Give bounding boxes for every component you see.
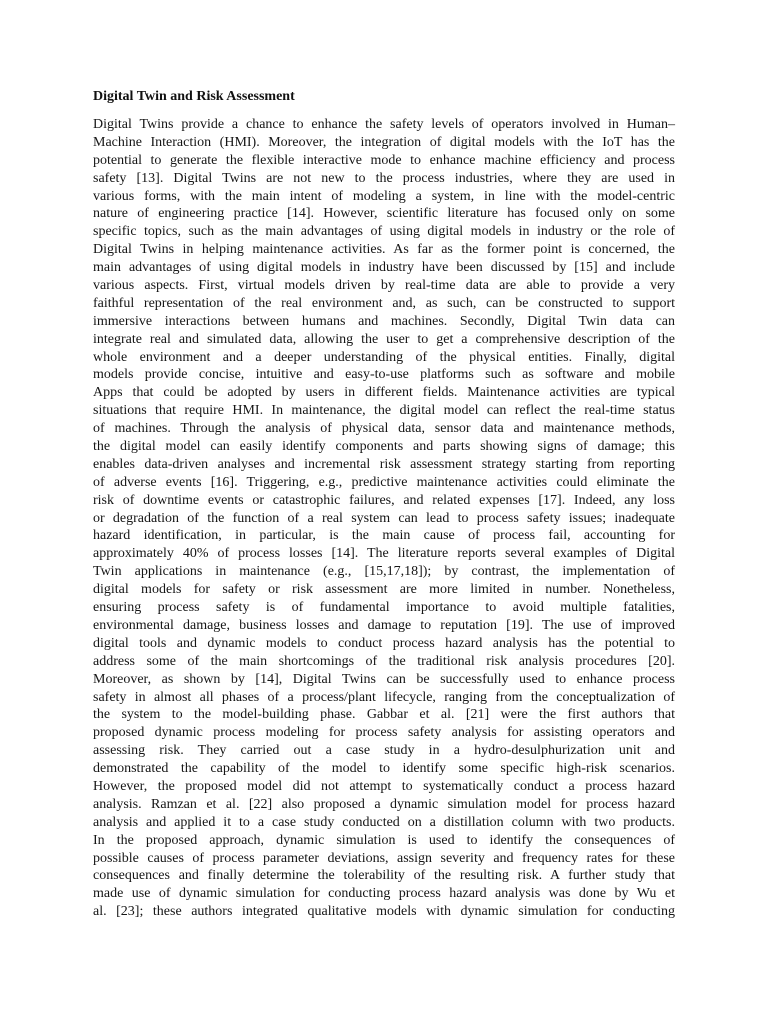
text-line: hazard identification, in particular, is the main cause of process fail, accounting for — [93, 528, 675, 544]
text-line: of adverse events [16]. Triggering, e.g., predictive maintenance activities could eliminate the — [93, 474, 675, 490]
text-line: ensuring process safety is of fundamental importance to avoid multiple fatalities, — [93, 600, 675, 616]
text-line: integrate real and simulated data, allowing the user to get a comprehensive description of the — [93, 331, 675, 347]
text-line: various forms, with the main intent of modeling a system, in line with the model-centric — [93, 188, 675, 204]
text-line: whole environment and a deeper understanding of the physical entities. Finally, digital — [93, 349, 675, 365]
text-line: potential to generate the flexible interactive mode to enhance machine efficiency and process — [93, 152, 675, 168]
text-line: possible causes of process parameter deviations, assign severity and frequency rates for these — [93, 850, 675, 866]
text-line: assessing risk. They carried out a case study in a hydro-desulphurization unit and — [93, 743, 675, 759]
text-line: consequences and finally determine the tolerability of the resulting risk. A further study that — [93, 868, 675, 884]
text-line: enables data-driven analyses and incremental risk assessment strategy starting from reporting — [93, 456, 675, 472]
text-line: the system to the model-building phase. Gabbar et al. [21] were the first authors that — [93, 707, 675, 723]
text-line: address some of the main shortcomings of the traditional risk analysis procedures [20]. — [93, 653, 675, 669]
text-line: digital tools and dynamic models to conduct process hazard analysis has the potential to — [93, 635, 675, 651]
text-line: the digital model can easily identify components and parts showing signs of damage; this — [93, 439, 675, 455]
text-line: environmental damage, business losses and damage to reputation [19]. The use of improved — [93, 617, 675, 633]
text-line: nature of engineering practice [14]. However, scientific literature has focused only on some — [93, 206, 675, 222]
text-line: Digital Twins provide a chance to enhance the safety levels of operators involved in Human– — [93, 117, 675, 132]
text-line: safety in almost all phases of a process/plant lifecycle, ranging from the conceptualization of — [93, 689, 675, 705]
text-line: of machines. Through the analysis of physical data, sensor data and maintenance methods, — [93, 421, 675, 437]
text-line: immersive interactions between humans and machines. Secondly, Digital Twin data can — [93, 313, 675, 329]
text-line: approximately 40% of process losses [14]. The literature reports several examples of Digital — [93, 546, 675, 562]
text-line: digital models for safety or risk assessment are more limited in number. Nonetheless, — [93, 582, 675, 598]
text-line: However, the proposed model did not attempt to systematically conduct a process hazard — [93, 778, 675, 794]
text-line: al. [23]; these authors integrated qualitative models with dynamic simulation for conducting — [93, 904, 675, 920]
text-line: Twin applications in maintenance (e.g., [15,17,18]); by contrast, the implementation of — [93, 564, 675, 580]
section-heading: Digital Twin and Risk Assessment — [93, 89, 295, 104]
text-line: Moreover, as shown by [14], Digital Twins can be successfully used to enhance process — [93, 671, 675, 687]
text-line: specific topics, such as the main advantages of using digital models in industry or the role of — [93, 224, 675, 240]
text-line: analysis. Ramzan et al. [22] also proposed a dynamic simulation model for process hazard — [93, 796, 675, 812]
text-line: safety [13]. Digital Twins are not new to the process industries, where they are used in — [93, 170, 675, 186]
text-line: made use of dynamic simulation for conducting process hazard analysis was done by Wu et — [93, 886, 675, 902]
text-line: analysis and applied it to a case study conducted on a distillation column with two products. — [93, 814, 675, 830]
text-line: proposed dynamic process modeling for process safety analysis for assisting operators and — [93, 725, 675, 741]
text-line: models provide concise, intuitive and easy-to-use platforms such as software and mobile — [93, 367, 675, 383]
text-line: In the proposed approach, dynamic simulation is used to identify the consequences of — [93, 832, 675, 848]
body-paragraph — [93, 116, 675, 921]
text-line: Machine Interaction (HMI). Moreover, the integration of digital models with the IoT has the — [93, 134, 675, 150]
text-line: various aspects. First, virtual models driven by real-time data are able to provide a very — [93, 278, 675, 294]
text-line: situations that require HMI. In maintenance, the digital model can reflect the real-time status — [93, 403, 675, 419]
text-line: risk of downtime events or catastrophic failures, and related expenses [17]. Indeed, any loss — [93, 492, 675, 508]
text-line: faithful representation of the real environment and, as such, can be constructed to support — [93, 295, 675, 311]
text-line: demonstrated the capability of the model to identify some specific high-risk scenarios. — [93, 761, 675, 777]
text-line: or degradation of the function of a real system can lead to process safety issues; inadequate — [93, 510, 675, 526]
text-line: Apps that could be adopted by users in different fields. Maintenance activities are typical — [93, 385, 675, 401]
text-line: main advantages of using digital models in industry have been discussed by [15] and include — [93, 260, 675, 276]
text-line: Digital Twins in helping maintenance activities. As far as the former point is concerned, the — [93, 242, 675, 258]
